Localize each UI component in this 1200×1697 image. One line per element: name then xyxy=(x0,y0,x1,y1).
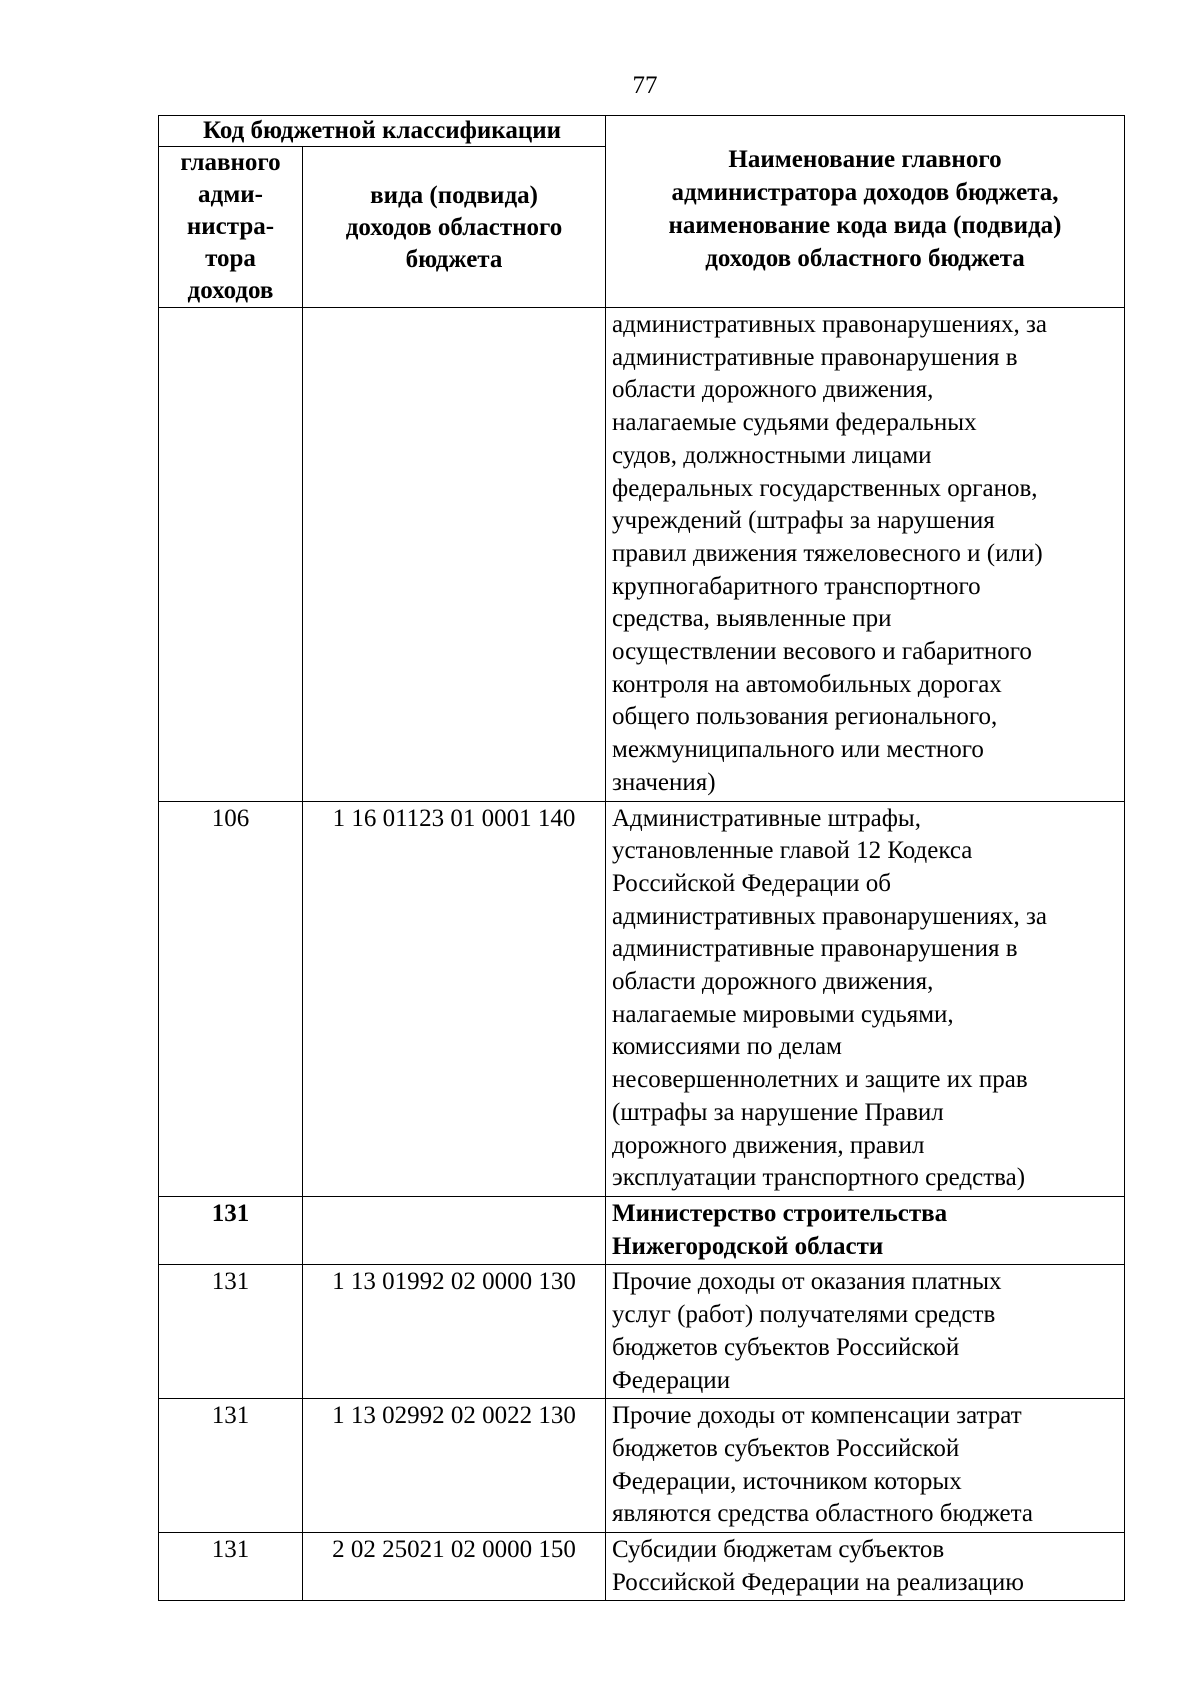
description-cell xyxy=(606,1533,1125,1601)
header-type-line: доходов областного xyxy=(345,214,563,241)
description-line: несовершеннолетних и защите их прав xyxy=(612,1066,1028,1094)
description-line: услуг (работ) получателями средств xyxy=(612,1301,996,1329)
description-line: Российской Федерации на реализацию xyxy=(612,1568,1024,1596)
header-admin-line: адми- xyxy=(198,181,263,208)
header-admin-line: доходов xyxy=(187,277,274,304)
admin-code-cell xyxy=(159,308,303,802)
table-row xyxy=(159,1196,1125,1264)
header-type-line: вида (подвида) xyxy=(370,182,538,209)
admin-code-cell: 131 xyxy=(159,1533,303,1601)
header-name-column xyxy=(606,116,1125,308)
description-line: области дорожного движения, xyxy=(612,376,934,404)
description-line: контроля на автомобильных дорогах xyxy=(612,670,1002,698)
budget-classification-table xyxy=(158,115,1125,1601)
header-admin-column xyxy=(159,147,303,308)
description-line: эксплуатации транспортного средства) xyxy=(612,1164,1026,1192)
description-line: общего пользования регионального, xyxy=(612,703,998,731)
description-line: Федерации, источником которых xyxy=(612,1467,962,1495)
description-cell xyxy=(606,1399,1125,1533)
description-line: Министерство строительства xyxy=(612,1199,948,1227)
description-cell xyxy=(606,1265,1125,1399)
description-line: Нижегородской области xyxy=(612,1232,884,1260)
income-code-cell: 1 13 01992 02 0000 130 xyxy=(303,1265,606,1399)
income-code-cell xyxy=(303,1196,606,1264)
description-line: крупногабаритного транспортного xyxy=(612,572,981,600)
header-admin-line: главного xyxy=(180,149,281,176)
table-row xyxy=(159,1533,1125,1601)
income-code-cell xyxy=(303,308,606,802)
header-type-column xyxy=(303,147,606,308)
description-line: Субсидии бюджетам субъектов xyxy=(612,1536,945,1564)
description-line: административных правонарушениях, за xyxy=(612,902,1047,930)
header-name-line: администратора доходов бюджета, xyxy=(671,178,1059,206)
description-line: комиссиями по делам xyxy=(612,1033,842,1061)
description-line: правил движения тяжеловесного и (или) xyxy=(612,539,1043,567)
admin-code-cell: 131 xyxy=(159,1265,303,1399)
header-budget-classification-code: Код бюджетной классификации xyxy=(159,116,606,147)
description-line: Административные штрафы, xyxy=(612,804,921,832)
table-row xyxy=(159,308,1125,802)
page-number: 77 xyxy=(632,72,658,99)
table-row xyxy=(159,801,1125,1196)
description-line: судов, должностными лицами xyxy=(612,441,932,469)
description-line: области дорожного движения, xyxy=(612,968,934,996)
header-admin-line: нистра- xyxy=(186,213,275,240)
header-name-line: наименование кода вида (подвида) xyxy=(668,211,1062,239)
income-code-cell: 1 16 01123 01 0001 140 xyxy=(303,801,606,1196)
table-row xyxy=(159,1399,1125,1533)
description-line: налагаемые судьями федеральных xyxy=(612,409,977,437)
description-line: бюджетов субъектов Российской xyxy=(612,1333,960,1361)
description-line: средства, выявленные при xyxy=(612,605,892,633)
description-line: учреждений (штрафы за нарушения xyxy=(612,507,995,535)
table-row xyxy=(159,1265,1125,1399)
description-line: административных правонарушениях, за xyxy=(612,311,1047,338)
admin-code-cell: 131 xyxy=(159,1399,303,1533)
description-line: являются средства областного бюджета xyxy=(612,1500,1033,1528)
description-line: налагаемые мировыми судьями, xyxy=(612,1000,954,1028)
description-line: федеральных государственных органов, xyxy=(612,474,1038,502)
header-row-group xyxy=(159,116,1125,147)
description-line: бюджетов субъектов Российской xyxy=(612,1434,960,1462)
description-line: Прочие доходы от компенсации затрат xyxy=(612,1402,1022,1430)
description-line: межмуниципального или местного xyxy=(612,736,984,764)
description-line: установленные главой 12 Кодекса xyxy=(612,837,973,865)
description-line: осуществлении весового и габаритного xyxy=(612,638,1032,666)
description-line: административные правонарушения в xyxy=(612,343,1018,371)
description-line: дорожного движения, правил xyxy=(612,1131,925,1159)
description-cell xyxy=(606,801,1125,1196)
admin-code-cell: 106 xyxy=(159,801,303,1196)
header-admin-line: тора xyxy=(205,245,256,272)
header-name-line: доходов областного бюджета xyxy=(705,244,1025,272)
description-cell xyxy=(606,308,1125,802)
description-line: значения) xyxy=(612,768,716,796)
header-name-line: Наименование главного xyxy=(728,145,1002,173)
description-line: (штрафы за нарушение Правил xyxy=(612,1098,944,1126)
description-line: административные правонарушения в xyxy=(612,935,1018,963)
description-line: Российской Федерации об xyxy=(612,869,891,897)
header-type-line: бюджета xyxy=(405,246,503,273)
income-code-cell: 1 13 02992 02 0022 130 xyxy=(303,1399,606,1533)
income-code-cell: 2 02 25021 02 0000 150 xyxy=(303,1533,606,1601)
description-line: Прочие доходы от оказания платных xyxy=(612,1268,1002,1296)
description-cell xyxy=(606,1196,1125,1264)
admin-code-cell: 131 xyxy=(159,1196,303,1264)
description-line: Федерации xyxy=(612,1366,731,1394)
